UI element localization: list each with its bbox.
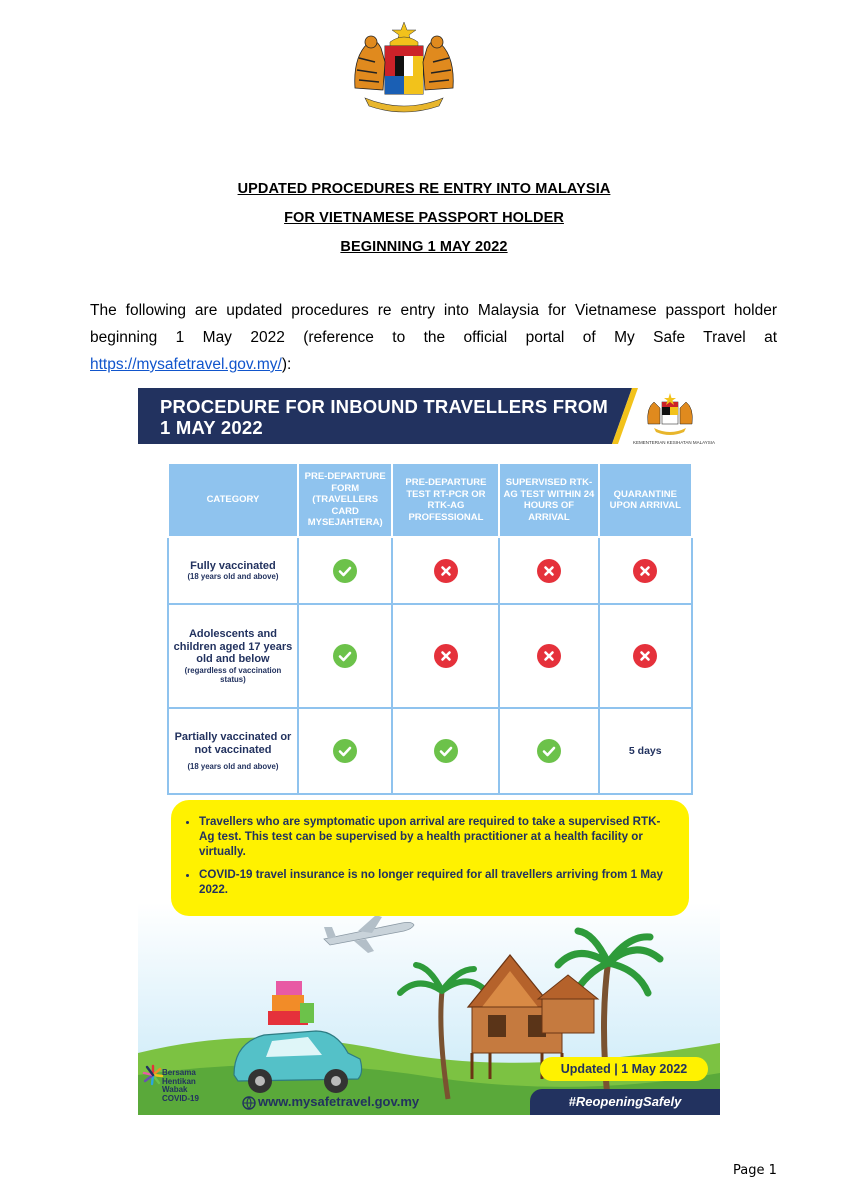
check-icon	[333, 559, 357, 583]
page-number: Page 1	[733, 1163, 777, 1178]
intro-tail: ):	[281, 356, 292, 373]
category-label: Fully vaccinated	[190, 559, 276, 572]
intro-line-1: The following are updated procedures re entry into Malaysia for Vietnamese passport holder	[90, 302, 777, 319]
test-cell	[392, 708, 499, 794]
check-icon	[434, 739, 458, 763]
website-url: www.mysafetravel.gov.my	[258, 1094, 420, 1109]
header-pre-departure-form: PRE-DEPARTURE FORM (TRAVELLERS CARD MYSEJAHTERA)	[298, 463, 393, 537]
category-label: Partially vaccinated or not vaccinated	[174, 731, 292, 756]
form-cell	[298, 708, 393, 794]
notes-box	[171, 800, 689, 916]
procedure-table	[167, 462, 693, 795]
category-sub-label: (18 years old and above)	[187, 572, 279, 582]
travel-scene-illustration	[138, 903, 720, 1115]
check-icon	[537, 739, 561, 763]
banner-line-2: 1 MAY 2022	[160, 417, 263, 438]
form-cell	[298, 604, 393, 708]
covid-campaign-logo-icon	[142, 1064, 164, 1086]
procedure-poster	[138, 388, 720, 1115]
intro-paragraph	[90, 297, 777, 378]
category-cell	[168, 708, 298, 794]
category-sub-label: (regardless of vaccination status)	[184, 665, 282, 684]
cross-icon	[633, 559, 657, 583]
category-sub-label: (18 years old and above)	[187, 762, 279, 771]
supervised-cell	[499, 537, 598, 604]
supervised-cell	[499, 604, 598, 708]
updated-badge: Updated | 1 May 2022	[540, 1057, 708, 1081]
form-cell	[298, 537, 393, 604]
cross-icon	[633, 644, 657, 668]
intro-line-3	[90, 351, 777, 378]
document-title-line-1: UPDATED PROCEDURES RE ENTRY INTO MALAYSIA	[237, 181, 611, 197]
category-cell	[168, 604, 298, 708]
campaign-word: COVID-19	[162, 1093, 199, 1103]
document-title-line-3: BEGINNING 1 MAY 2022	[340, 239, 508, 255]
header-quarantine: QUARANTINE UPON ARRIVAL	[599, 463, 692, 537]
check-icon	[333, 644, 357, 668]
banner-line-1: PROCEDURE FOR INBOUND TRAVELLERS FROM	[160, 396, 608, 417]
covid-campaign-text	[162, 1069, 199, 1103]
malaysia-coat-of-arms-icon	[345, 18, 463, 114]
table-row	[168, 537, 692, 604]
poster-banner-title	[160, 396, 620, 438]
globe-icon	[242, 1096, 256, 1110]
header-category: CATEGORY	[168, 463, 298, 537]
table-row	[168, 708, 692, 794]
campaign-word: Bersama	[162, 1068, 196, 1077]
category-label: Adolescents and children aged 17 years old and below	[173, 628, 293, 666]
header-pre-departure-test: PRE-DEPARTURE TEST RT-PCR OR RTK-AG PROFESSIONAL	[392, 463, 499, 537]
table-row	[168, 604, 692, 708]
check-icon	[333, 739, 357, 763]
test-cell	[392, 537, 499, 604]
test-cell	[392, 604, 499, 708]
cross-icon	[434, 644, 458, 668]
cross-icon	[537, 559, 561, 583]
quarantine-cell	[599, 537, 692, 604]
campaign-word: Hentikan	[162, 1076, 196, 1086]
note-insurance: • COVID-19 travel insurance is no longer required for all travellers arriving from 1 May 2022.	[199, 867, 673, 897]
reopening-hashtag: #ReopeningSafely	[530, 1089, 720, 1115]
mysafetravel-link[interactable]: https://mysafetravel.gov.my/	[90, 356, 282, 373]
cross-icon	[537, 644, 561, 668]
quarantine-days: 5 days	[599, 708, 692, 794]
document-title-line-2: FOR VIETNAMESE PASSPORT HOLDER	[284, 210, 564, 226]
supervised-cell	[499, 708, 598, 794]
note-symptomatic: • Travellers who are symptomatic upon arrival are required to take a supervised RTK-Ag test. This test can be supervised by a health practitioner at a health facility or virtually.	[199, 814, 673, 859]
ministry-label: KEMENTERIAN KESIHATAN MALAYSIA	[632, 440, 716, 445]
cross-icon	[434, 559, 458, 583]
category-cell	[168, 537, 298, 604]
intro-line-2: beginning 1 May 2022 (reference to the official portal of My Safe Travel at	[90, 329, 777, 346]
header-supervised-test: SUPERVISED RTK-AG TEST WITHIN 24 HOURS OF ARRIVAL	[499, 463, 598, 537]
quarantine-cell	[599, 604, 692, 708]
ministry-of-health-crest-icon	[644, 392, 696, 436]
campaign-word: Wabak	[162, 1085, 188, 1094]
